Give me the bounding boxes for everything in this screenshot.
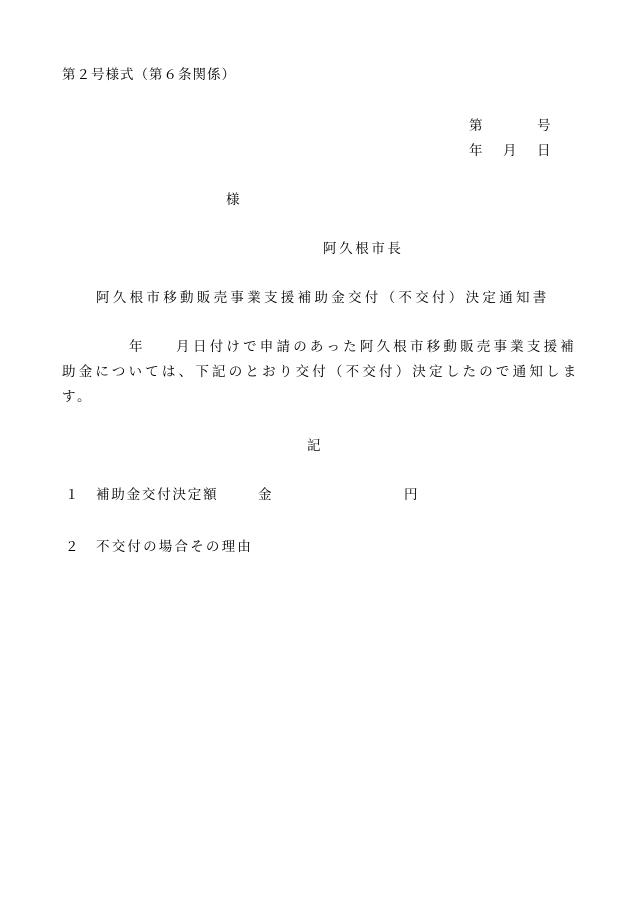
body-line-1-text: 日付けで申請のあった阿久根市移動販売事業支援補 xyxy=(193,339,577,355)
ki-heading: 記 xyxy=(307,438,324,454)
item-number: １ xyxy=(65,487,82,503)
item-label: 不交付の場合その理由 xyxy=(96,539,253,555)
issuer-name: 阿久根市長 xyxy=(323,241,404,257)
date-month-label: 月 xyxy=(503,143,520,159)
item-number: ２ xyxy=(65,539,82,555)
item-label: 補助金交付決定額 xyxy=(96,487,219,503)
amount-suffix: 円 xyxy=(404,487,421,503)
notice-title: 阿久根市移動販売事業支援補助金交付（不交付）決定通知書 xyxy=(96,290,550,306)
date-day-label: 日 xyxy=(537,143,554,159)
body-year-label: 年 xyxy=(129,339,146,355)
body-month-label: 月 xyxy=(176,339,193,355)
date-year-label: 年 xyxy=(469,143,486,159)
body-line-3: す。 xyxy=(62,389,94,405)
body-line-2: 助金については、下記のとおり交付（不交付）決定したので通知しま xyxy=(62,364,580,380)
addressee-honorific: 様 xyxy=(226,192,243,208)
document-number-suffix: 号 xyxy=(537,118,554,134)
form-number: 第２号様式（第６条関係） xyxy=(62,67,236,83)
amount-prefix: 金 xyxy=(258,487,275,503)
document-number-prefix: 第 xyxy=(469,118,486,134)
